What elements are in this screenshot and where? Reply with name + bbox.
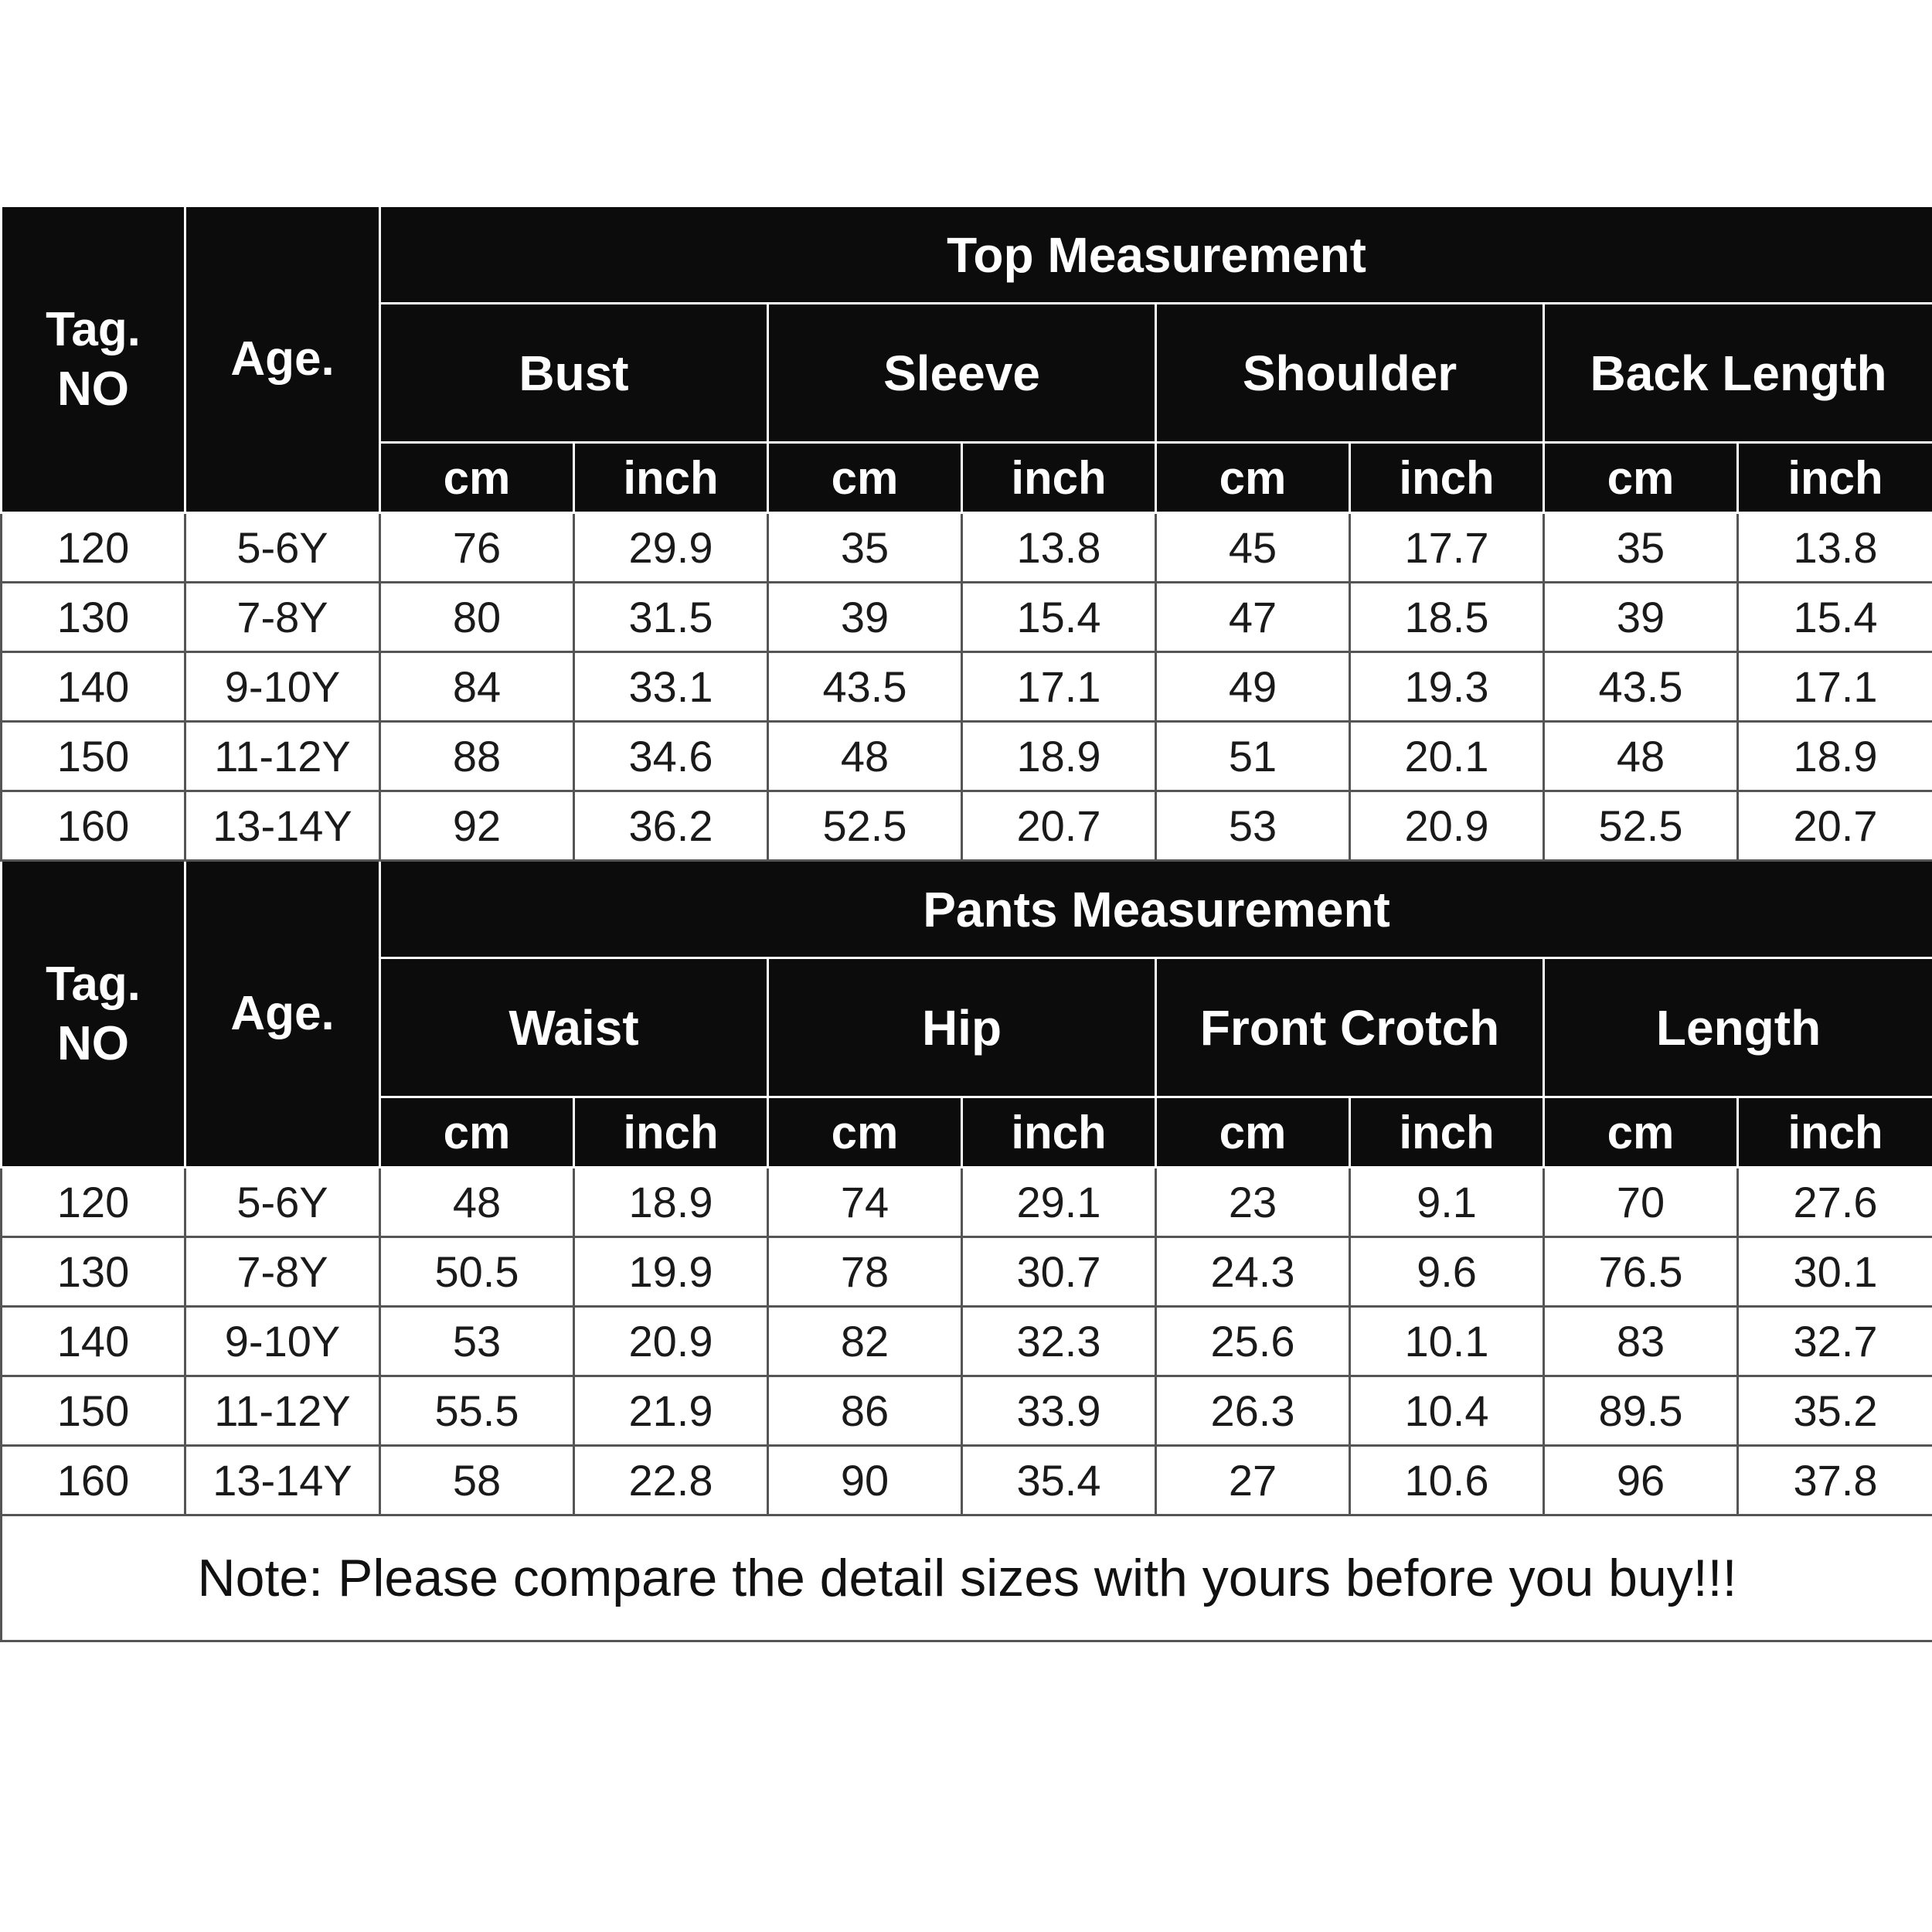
pants-data-cell: 29.1 <box>962 1168 1156 1237</box>
top-section-title: Top Measurement <box>380 206 1932 304</box>
top-data-cell: 45 <box>1156 513 1350 583</box>
top-unit-header: cm <box>1544 443 1738 513</box>
top-age-header: Age. <box>185 206 380 513</box>
top-measure-header: Back Length <box>1544 304 1932 443</box>
pants-data-cell: 120 <box>2 1168 185 1237</box>
top-data-row <box>2 722 1932 791</box>
pants-data-cell: 13-14Y <box>185 1446 380 1515</box>
note-row <box>2 1515 1932 1641</box>
pants-data-row <box>2 1446 1932 1515</box>
top-measure-header: Shoulder <box>1156 304 1544 443</box>
pants-section <box>2 861 1932 1515</box>
top-tag-line: Tag. <box>46 302 141 356</box>
top-data-cell: 53 <box>1156 791 1350 861</box>
pants-data-cell: 83 <box>1544 1307 1738 1376</box>
pants-data-cell: 96 <box>1544 1446 1738 1515</box>
top-data-cell: 18.9 <box>1738 722 1932 791</box>
pants-data-cell: 74 <box>768 1168 962 1237</box>
pants-data-cell: 26.3 <box>1156 1376 1350 1446</box>
top-data-cell: 51 <box>1156 722 1350 791</box>
pants-unit-header: cm <box>380 1097 574 1168</box>
pants-unit-header: inch <box>1738 1097 1932 1168</box>
pants-unit-header: inch <box>574 1097 768 1168</box>
pants-measure-header: Front Crotch <box>1156 958 1544 1097</box>
pants-data-cell: 90 <box>768 1446 962 1515</box>
pants-data-cell: 35.2 <box>1738 1376 1932 1446</box>
top-data-cell: 88 <box>380 722 574 791</box>
pants-data-cell: 37.8 <box>1738 1446 1932 1515</box>
note-text: Note: Please compare the detail sizes with yours before you buy!!! <box>2 1515 1932 1641</box>
pants-data-cell: 82 <box>768 1307 962 1376</box>
top-data-cell: 5-6Y <box>185 513 380 583</box>
pants-unit-header: inch <box>962 1097 1156 1168</box>
top-data-cell: 150 <box>2 722 185 791</box>
pants-data-cell: 35.4 <box>962 1446 1156 1515</box>
pants-data-cell: 27 <box>1156 1446 1350 1515</box>
pants-unit-header: cm <box>1156 1097 1350 1168</box>
pants-data-row <box>2 1237 1932 1307</box>
top-data-cell: 92 <box>380 791 574 861</box>
top-data-cell: 52.5 <box>1544 791 1738 861</box>
pants-unit-header: cm <box>1544 1097 1738 1168</box>
top-unit-header: inch <box>574 443 768 513</box>
pants-data-cell: 25.6 <box>1156 1307 1350 1376</box>
top-data-cell: 15.4 <box>1738 583 1932 652</box>
pants-data-cell: 76.5 <box>1544 1237 1738 1307</box>
top-tag-header <box>2 206 185 513</box>
top-tag-line: NO <box>57 362 129 416</box>
pants-data-cell: 18.9 <box>574 1168 768 1237</box>
top-data-cell: 160 <box>2 791 185 861</box>
pants-data-cell: 48 <box>380 1168 574 1237</box>
top-data-cell: 43.5 <box>768 652 962 722</box>
top-header-row <box>2 206 1932 304</box>
top-measure-header: Bust <box>380 304 768 443</box>
top-data-cell: 39 <box>768 583 962 652</box>
pants-data-row <box>2 1307 1932 1376</box>
top-data-cell: 20.7 <box>962 791 1156 861</box>
top-data-cell: 31.5 <box>574 583 768 652</box>
pants-data-cell: 9.6 <box>1350 1237 1544 1307</box>
pants-unit-header: cm <box>768 1097 962 1168</box>
pants-data-cell: 20.9 <box>574 1307 768 1376</box>
top-data-cell: 13.8 <box>1738 513 1932 583</box>
top-data-cell: 20.9 <box>1350 791 1544 861</box>
pants-data-cell: 24.3 <box>1156 1237 1350 1307</box>
top-data-cell: 35 <box>1544 513 1738 583</box>
top-data-cell: 33.1 <box>574 652 768 722</box>
pants-data-cell: 19.9 <box>574 1237 768 1307</box>
top-data-row <box>2 513 1932 583</box>
note-section <box>2 1515 1932 1641</box>
pants-data-cell: 160 <box>2 1446 185 1515</box>
top-unit-header: inch <box>1350 443 1544 513</box>
top-data-cell: 18.9 <box>962 722 1156 791</box>
top-data-cell: 17.1 <box>1738 652 1932 722</box>
pants-tag-line: NO <box>57 1017 129 1070</box>
pants-data-cell: 130 <box>2 1237 185 1307</box>
top-data-cell: 19.3 <box>1350 652 1544 722</box>
pants-age-header: Age. <box>185 861 380 1168</box>
top-measure-header: Sleeve <box>768 304 1156 443</box>
top-data-row <box>2 583 1932 652</box>
pants-data-cell: 70 <box>1544 1168 1738 1237</box>
pants-data-cell: 10.4 <box>1350 1376 1544 1446</box>
pants-data-cell: 10.6 <box>1350 1446 1544 1515</box>
top-data-cell: 35 <box>768 513 962 583</box>
size-chart <box>0 205 1932 1642</box>
pants-data-cell: 78 <box>768 1237 962 1307</box>
pants-data-cell: 86 <box>768 1376 962 1446</box>
top-data-cell: 43.5 <box>1544 652 1738 722</box>
top-data-cell: 140 <box>2 652 185 722</box>
pants-data-row <box>2 1168 1932 1237</box>
top-data-cell: 120 <box>2 513 185 583</box>
top-data-cell: 84 <box>380 652 574 722</box>
pants-data-cell: 140 <box>2 1307 185 1376</box>
top-unit-header: cm <box>1156 443 1350 513</box>
pants-data-row <box>2 1376 1932 1446</box>
pants-header-row <box>2 861 1932 958</box>
pants-data-cell: 33.9 <box>962 1376 1156 1446</box>
pants-tag-line: Tag. <box>46 957 141 1011</box>
pants-measure-header: Length <box>1544 958 1932 1097</box>
top-data-cell: 34.6 <box>574 722 768 791</box>
top-data-cell: 48 <box>1544 722 1738 791</box>
pants-data-cell: 32.3 <box>962 1307 1156 1376</box>
top-data-cell: 11-12Y <box>185 722 380 791</box>
top-data-cell: 49 <box>1156 652 1350 722</box>
pants-tag-header <box>2 861 185 1168</box>
top-unit-header: inch <box>1738 443 1932 513</box>
top-data-cell: 13-14Y <box>185 791 380 861</box>
pants-measure-header: Hip <box>768 958 1156 1097</box>
top-data-cell: 20.7 <box>1738 791 1932 861</box>
size-table <box>0 205 1932 1642</box>
top-data-cell: 47 <box>1156 583 1350 652</box>
pants-measure-header: Waist <box>380 958 768 1097</box>
pants-data-cell: 27.6 <box>1738 1168 1932 1237</box>
pants-data-cell: 21.9 <box>574 1376 768 1446</box>
pants-data-cell: 30.7 <box>962 1237 1156 1307</box>
pants-data-cell: 30.1 <box>1738 1237 1932 1307</box>
top-data-cell: 48 <box>768 722 962 791</box>
top-unit-header: cm <box>768 443 962 513</box>
pants-data-cell: 150 <box>2 1376 185 1446</box>
top-data-cell: 13.8 <box>962 513 1156 583</box>
top-data-cell: 17.7 <box>1350 513 1544 583</box>
pants-data-cell: 50.5 <box>380 1237 574 1307</box>
top-unit-header: inch <box>962 443 1156 513</box>
top-section <box>2 206 1932 861</box>
top-data-cell: 17.1 <box>962 652 1156 722</box>
pants-data-cell: 9.1 <box>1350 1168 1544 1237</box>
top-data-cell: 130 <box>2 583 185 652</box>
pants-data-cell: 32.7 <box>1738 1307 1932 1376</box>
top-data-cell: 18.5 <box>1350 583 1544 652</box>
pants-data-cell: 55.5 <box>380 1376 574 1446</box>
top-data-row <box>2 652 1932 722</box>
pants-data-cell: 58 <box>380 1446 574 1515</box>
top-data-cell: 39 <box>1544 583 1738 652</box>
top-data-cell: 9-10Y <box>185 652 380 722</box>
top-data-cell: 29.9 <box>574 513 768 583</box>
top-data-cell: 52.5 <box>768 791 962 861</box>
top-data-cell: 80 <box>380 583 574 652</box>
pants-data-cell: 5-6Y <box>185 1168 380 1237</box>
pants-data-cell: 9-10Y <box>185 1307 380 1376</box>
pants-section-title: Pants Measurement <box>380 861 1932 958</box>
pants-unit-header: inch <box>1350 1097 1544 1168</box>
pants-data-cell: 89.5 <box>1544 1376 1738 1446</box>
top-data-cell: 20.1 <box>1350 722 1544 791</box>
pants-data-cell: 11-12Y <box>185 1376 380 1446</box>
top-data-cell: 76 <box>380 513 574 583</box>
pants-data-cell: 23 <box>1156 1168 1350 1237</box>
pants-data-cell: 22.8 <box>574 1446 768 1515</box>
top-data-row <box>2 791 1932 861</box>
pants-data-cell: 10.1 <box>1350 1307 1544 1376</box>
top-data-cell: 15.4 <box>962 583 1156 652</box>
pants-data-cell: 53 <box>380 1307 574 1376</box>
pants-data-cell: 7-8Y <box>185 1237 380 1307</box>
top-data-cell: 7-8Y <box>185 583 380 652</box>
top-unit-header: cm <box>380 443 574 513</box>
top-data-cell: 36.2 <box>574 791 768 861</box>
